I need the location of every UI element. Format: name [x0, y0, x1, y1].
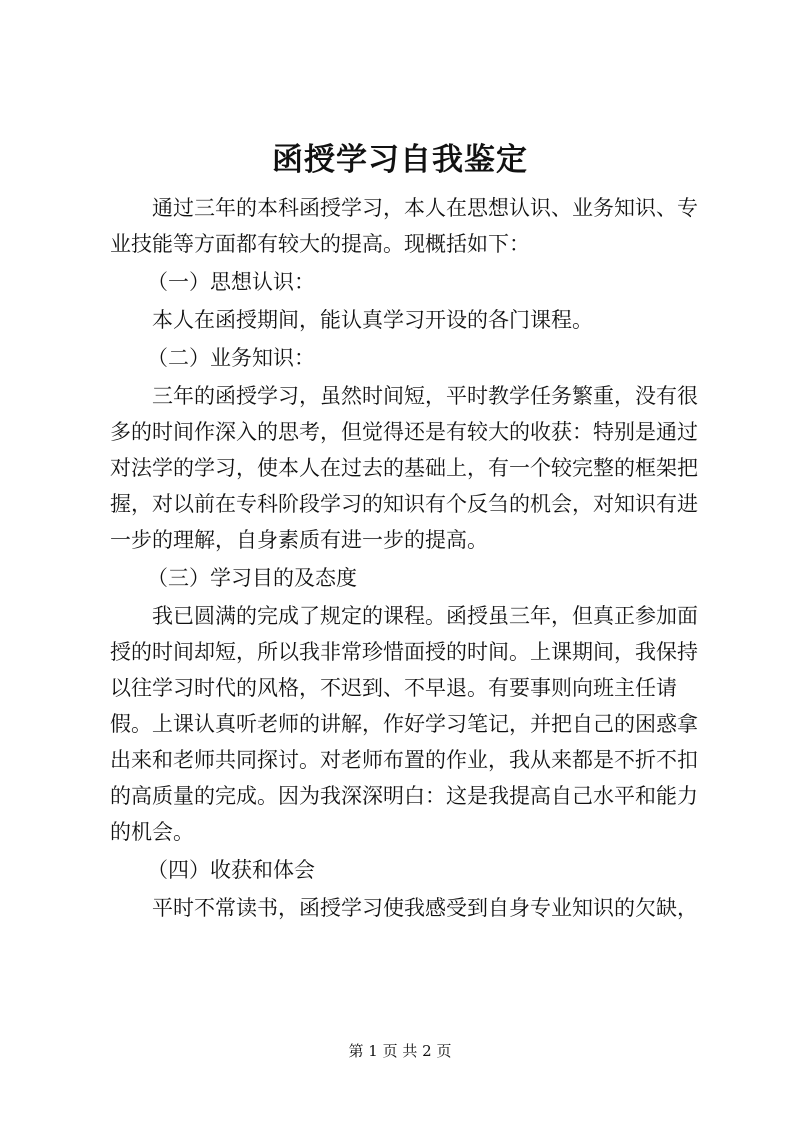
- section-heading-1: （一）思想认识：: [147, 270, 315, 294]
- section-heading-4: （四）收获和体会: [147, 858, 315, 882]
- section-3-paragraph: 我已圆满的完成了规定的课程。函授虽三年，但真正参加面授的时间却短，所以我非常珍惜面授的时间。上课期间，我保持以往学习时代的风格，不迟到、不早退。有要事则向班主任请假。上课认真听老师的讲解，作好学习笔记，并把自己的困惑拿出来和老师共同探讨。对老师布置的作业，我从来都是不折不扣的高质量的完成。因为我深深明白：这是我提高自己水平和能力的机会。: [110, 604, 698, 844]
- intro-paragraph: 通过三年的本科函授学习，本人在思想认识、业务知识、专业技能等方面都有较大的提高。现概括如下：: [110, 196, 698, 256]
- section-2-paragraph: 三年的函授学习，虽然时间短，平时教学任务繁重，没有很多的时间作深入的思考，但觉得还是有较大的收获：特别是通过对法学的学习，使本人在过去的基础上，有一个较完整的框架把握，对以前在专科阶段学习的知识有个反刍的机会，对知识有进一步的理解，自身素质有进一步的提高。: [110, 384, 698, 552]
- document-title: 函授学习自我鉴定: [272, 142, 528, 178]
- document-body: [110, 190, 702, 926]
- section-heading-2: （二）业务知识：: [147, 346, 315, 370]
- section-heading-3: （三）学习目的及态度: [147, 566, 357, 590]
- section-4-paragraph: 平时不常读书，函授学习使我感受到自身专业知识的欠缺，: [152, 896, 698, 920]
- page-number-footer: 第 1 页 共 2 页: [348, 1042, 452, 1060]
- section-1-paragraph: 本人在函授期间，能认真学习开设的各门课程。: [152, 308, 593, 332]
